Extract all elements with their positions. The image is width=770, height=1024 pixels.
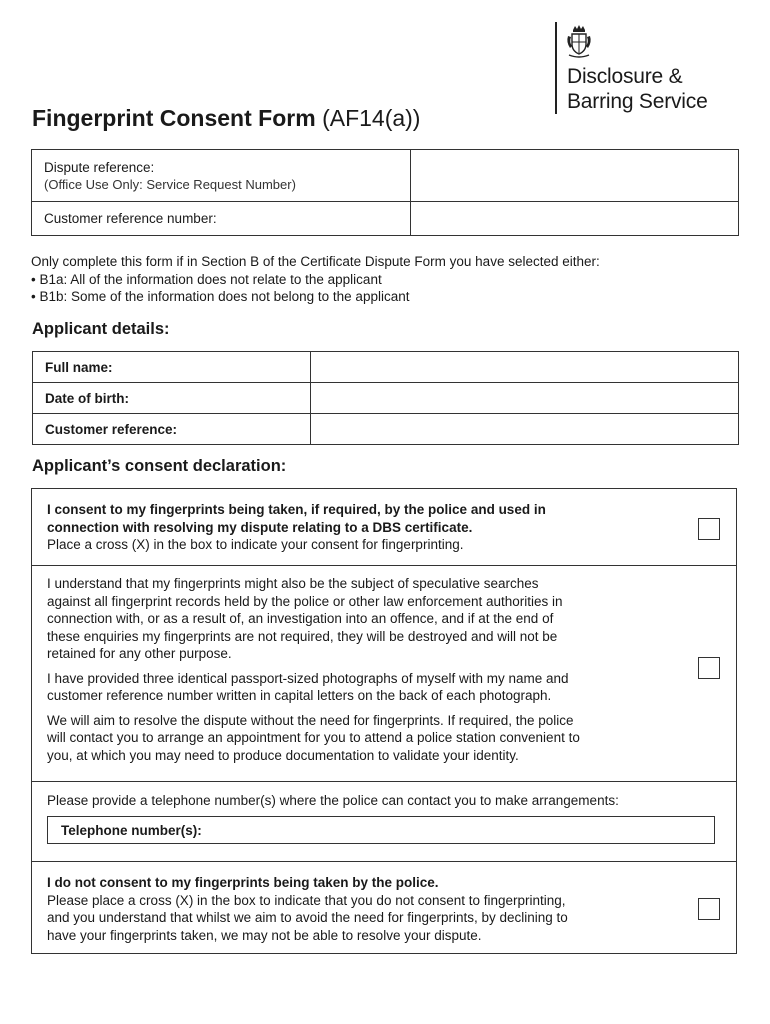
paragraph-line: Please place a cross (X) in the box to indicate that you do not consent to fingerprinting, bbox=[47, 892, 566, 908]
telephone-section bbox=[32, 781, 736, 862]
paragraph-line: against all fingerprint records held by the police or other law enforcement authorities in bbox=[47, 593, 563, 609]
paragraph-line: retained for any other purpose. bbox=[47, 646, 232, 661]
dispute-reference-label: Dispute reference: bbox=[44, 159, 155, 175]
logo-line-1: Disclosure & bbox=[567, 65, 683, 88]
paragraph-line: connection with, or as a result of, an investigation into an offence, and if at the end of bbox=[47, 611, 554, 626]
intro-bullet-b1a: • B1a: All of the information does not relate to the applicant bbox=[31, 271, 382, 287]
consent-declaration-heading: Applicant’s consent declaration: bbox=[32, 457, 287, 475]
speculative-searches-paragraph bbox=[47, 575, 677, 663]
consent-statement-line-2: connection with resolving my dispute relating to a DBS certificate. bbox=[47, 519, 473, 535]
no-consent-section bbox=[32, 861, 736, 953]
resolve-dispute-paragraph bbox=[47, 712, 677, 765]
dispute-reference-row bbox=[32, 150, 739, 202]
no-consent-text bbox=[32, 874, 677, 944]
paragraph-line: customer reference number written in capital letters on the back of each photograph. bbox=[47, 688, 552, 703]
dispute-reference-label-cell bbox=[32, 150, 411, 202]
applicant-details-table bbox=[32, 351, 739, 445]
date-of-birth-label: Date of birth: bbox=[33, 383, 311, 414]
paragraph-line: and you understand that whilst we aim to avoid the need for fingerprints, by declining to bbox=[47, 910, 568, 925]
date-of-birth-field[interactable] bbox=[311, 383, 739, 414]
logo-text bbox=[567, 64, 708, 114]
customer-reference-row bbox=[33, 414, 739, 445]
understanding-section bbox=[32, 565, 736, 782]
dispute-reference-note: (Office Use Only: Service Request Number) bbox=[44, 176, 296, 192]
no-consent-checkbox[interactable] bbox=[698, 898, 720, 920]
paragraph-line: you, at which you may need to produce documentation to validate your identity. bbox=[47, 747, 519, 763]
telephone-instruction: Please provide a telephone number(s) where the police can contact you to make arrangements: bbox=[47, 793, 619, 808]
full-name-field[interactable] bbox=[311, 352, 739, 383]
logo-line-2: Barring Service bbox=[567, 90, 708, 113]
intro-line-1: Only complete this form if in Section B of the Certificate Dispute Form you have selected either: bbox=[31, 254, 600, 269]
dispute-reference-field[interactable] bbox=[411, 150, 739, 202]
understanding-checkbox[interactable] bbox=[698, 657, 720, 679]
customer-reference-number-label: Customer reference number: bbox=[32, 202, 411, 236]
consent-declaration-box bbox=[31, 488, 737, 954]
consent-instruction: Place a cross (X) in the box to indicate your consent for fingerprinting. bbox=[47, 537, 464, 552]
customer-reference-field[interactable] bbox=[311, 414, 739, 445]
photographs-paragraph bbox=[47, 670, 677, 705]
paragraph-line: will contact you to arrange an appointment for you to attend a police station convenient to bbox=[47, 730, 580, 745]
royal-crest-icon bbox=[565, 24, 593, 60]
consent-checkbox[interactable] bbox=[698, 518, 720, 540]
paragraph-line: I have provided three identical passport-sized photographs of myself with my name and bbox=[47, 670, 569, 686]
logo-divider bbox=[555, 22, 557, 114]
consent-text bbox=[32, 501, 677, 554]
reference-table bbox=[31, 149, 739, 236]
customer-reference-label: Customer reference: bbox=[33, 414, 311, 445]
full-name-label: Full name: bbox=[33, 352, 311, 383]
applicant-details-heading: Applicant details: bbox=[32, 320, 170, 338]
intro-bullet-b1b: • B1b: Some of the information does not belong to the applicant bbox=[31, 289, 410, 304]
no-consent-statement: I do not consent to my fingerprints being taken by the police. bbox=[47, 875, 439, 890]
paragraph-line: have your fingerprints taken, we may not be able to resolve your dispute. bbox=[47, 927, 482, 943]
understanding-text bbox=[32, 575, 677, 771]
dbs-logo bbox=[553, 22, 753, 118]
date-of-birth-row bbox=[33, 383, 739, 414]
title-text: Fingerprint Consent Form bbox=[32, 105, 316, 131]
consent-statement-line-1: I consent to my fingerprints being taken, if required, by the police and used in bbox=[47, 502, 546, 517]
form-code: (AF14(a)) bbox=[322, 105, 421, 131]
intro-text bbox=[31, 253, 741, 306]
consent-section bbox=[32, 489, 736, 566]
telephone-field[interactable] bbox=[47, 816, 715, 844]
paragraph-line: We will aim to resolve the dispute without the need for fingerprints. If required, the police bbox=[47, 712, 574, 728]
customer-reference-number-field[interactable] bbox=[411, 202, 739, 236]
paragraph-line: I understand that my fingerprints might also be the subject of speculative searches bbox=[47, 576, 539, 591]
customer-reference-number-row bbox=[32, 202, 739, 236]
page-title bbox=[32, 105, 420, 132]
full-name-row bbox=[33, 352, 739, 383]
paragraph-line: these enquiries my fingerprints are not required, they will be destroyed and will not be bbox=[47, 628, 558, 644]
telephone-label: Telephone number(s): bbox=[61, 823, 202, 838]
